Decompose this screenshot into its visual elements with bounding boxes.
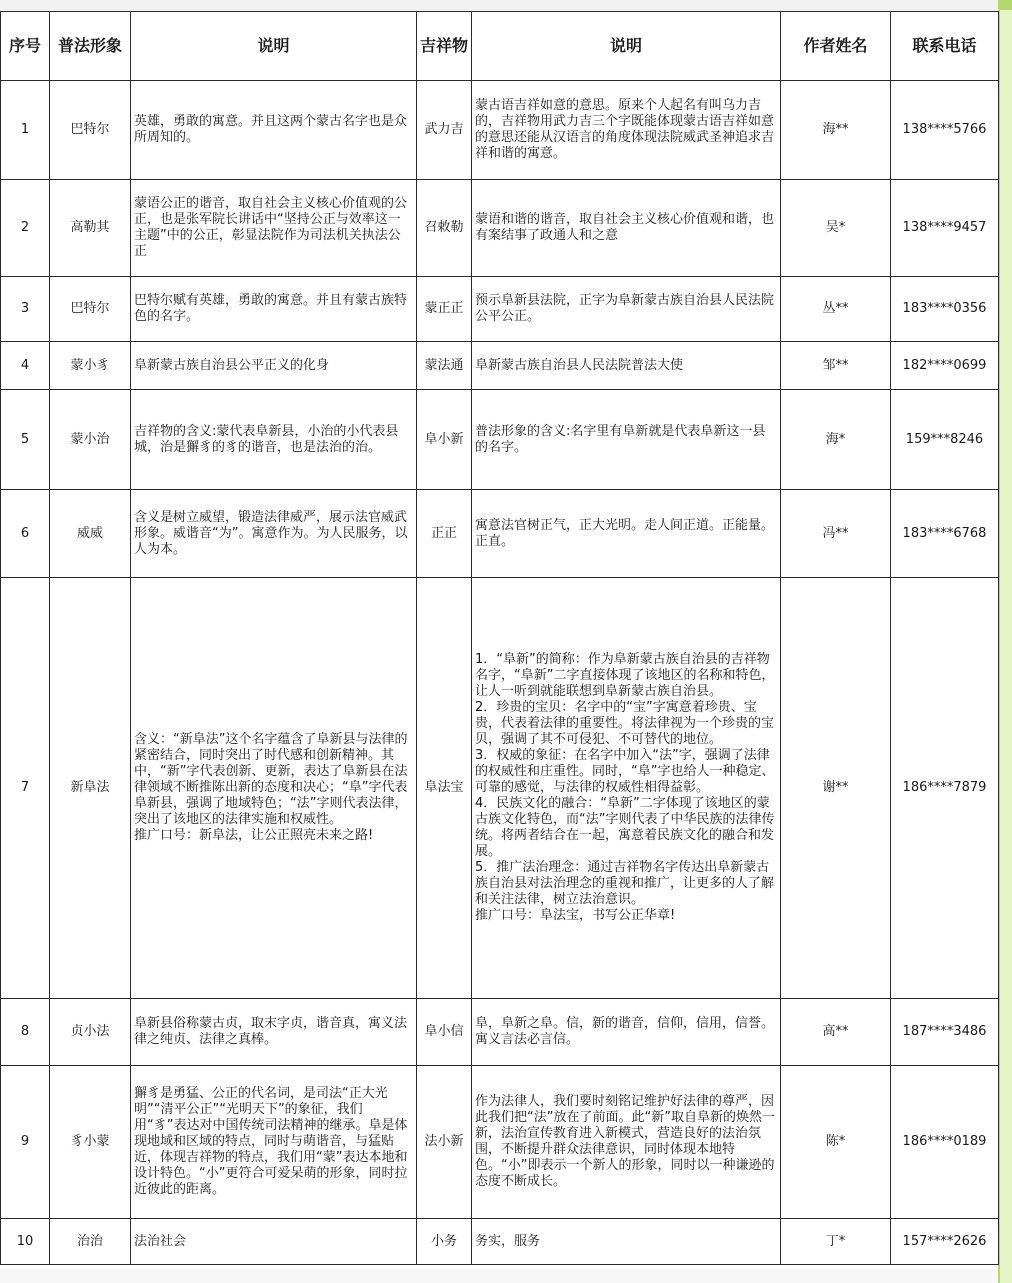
cell-mascot-desc[interactable]: 务实，服务 <box>472 1219 781 1265</box>
header-author[interactable]: 作者姓名 <box>781 12 891 81</box>
cell-image-desc[interactable]: 阜新蒙古族自治县公平正义的化身 <box>131 342 417 390</box>
cell-image-desc[interactable]: 法治社会 <box>131 1219 417 1265</box>
table-row <box>1 578 999 999</box>
cell-mascot-desc[interactable]: 预示阜新县法院，正字为阜新蒙古族自治县人民法院公平公正。 <box>472 277 781 342</box>
cell-mascot-name[interactable]: 正正 <box>417 490 472 578</box>
cell-image-name[interactable]: 威威 <box>50 490 131 578</box>
cell-mascot-name[interactable]: 武力吉 <box>417 81 472 180</box>
table-row <box>1 277 999 342</box>
cell-mascot-name[interactable]: 蒙正正 <box>417 277 472 342</box>
cell-image-desc[interactable]: 獬豸是勇猛、公正的代名词，是司法“正大光明”“清平公正”“光明天下”的象征，我们用“豸”表达对中国传统司法精神的继承。阜是体现地域和区域的特点，同时与萌谐音，与猛贴近，体现吉祥物的特点，我们用“蒙”表达本地和设计特色。“小”更符合可爱呆萌的形象，同时拉近彼此的距离。 <box>131 1066 417 1219</box>
cell-phone[interactable]: 138****9457 <box>891 180 999 277</box>
cell-author[interactable]: 海** <box>781 81 891 180</box>
cell-author[interactable]: 丛** <box>781 277 891 342</box>
cell-mascot-name[interactable]: 阜小信 <box>417 999 472 1066</box>
cell-image-name[interactable]: 高勒其 <box>50 180 131 277</box>
cell-image-name[interactable]: 贞小法 <box>50 999 131 1066</box>
cell-no[interactable]: 10 <box>1 1219 50 1265</box>
cell-no[interactable]: 8 <box>1 999 50 1066</box>
cell-author[interactable]: 谢** <box>781 578 891 999</box>
cell-phone[interactable]: 186****0189 <box>891 1066 999 1219</box>
cell-author[interactable]: 丁* <box>781 1219 891 1265</box>
cell-mascot-desc[interactable]: 蒙语和谐的谐音，取自社会主义核心价值观和谐，也有案结事了政通人和之意 <box>472 180 781 277</box>
cell-mascot-desc[interactable]: 阜，阜新之阜。信，新的谐音，信仰，信用，信誉。寓义言法必言信。 <box>472 999 781 1066</box>
cell-phone[interactable]: 138****5766 <box>891 81 999 180</box>
cell-author[interactable]: 邹** <box>781 342 891 390</box>
table-row <box>1 342 999 390</box>
header-image-desc[interactable]: 说明 <box>131 12 417 81</box>
cell-author[interactable]: 吴* <box>781 180 891 277</box>
cell-mascot-name[interactable]: 召敕勒 <box>417 180 472 277</box>
cell-mascot-desc[interactable]: 阜新蒙古族自治县人民法院普法大使 <box>472 342 781 390</box>
cell-image-desc[interactable]: 含义是树立威望，锻造法律威严，展示法官威武形象。威谐音“为”。寓意作为。为人民服务，以人为本。 <box>131 490 417 578</box>
header-phone[interactable]: 联系电话 <box>891 12 999 81</box>
cell-image-name[interactable]: 蒙小豸 <box>50 342 131 390</box>
header-image[interactable]: 普法形象 <box>50 12 131 81</box>
cell-mascot-desc[interactable]: 寓意法官树正气，正大光明。走人间正道。正能量。正直。 <box>472 490 781 578</box>
cell-image-name[interactable]: 巴特尔 <box>50 277 131 342</box>
mascot-submission-table <box>0 11 999 1265</box>
cell-image-desc[interactable]: 吉祥物的含义:蒙代表阜新县，小治的小代表县城，治是獬豸的豸的谐音，也是法治的治。 <box>131 390 417 490</box>
cell-phone[interactable]: 159***8246 <box>891 390 999 490</box>
cell-no[interactable]: 2 <box>1 180 50 277</box>
cell-mascot-desc[interactable]: 蒙古语吉祥如意的意思。原来个人起名有叫乌力吉的，吉祥物用武力吉三个字既能体现蒙古语吉祥如意的意思还能从汉语言的角度体现法院威武圣神追求吉祥和谐的寓意。 <box>472 81 781 180</box>
table-header-row <box>1 12 999 81</box>
cell-phone[interactable]: 157****2626 <box>891 1219 999 1265</box>
cell-author[interactable]: 冯** <box>781 490 891 578</box>
table-row <box>1 1066 999 1219</box>
cell-mascot-desc[interactable]: 作为法律人，我们要时刻铭记维护好法律的尊严，因此我们把“法”放在了前面。此“新”取自阜新的焕然一新，法治宣传教育进入新模式，营造良好的法治氛围，不断提升群众法律意识，同时体现本地特色。“小”即表示一个新人的形象，同时以一种谦逊的态度不断成长。 <box>472 1066 781 1219</box>
cell-author[interactable]: 高** <box>781 999 891 1066</box>
cell-image-desc[interactable]: 阜新县俗称蒙古贞，取末字贞，谐音真，寓义法律之纯贞、法律之真棒。 <box>131 999 417 1066</box>
cell-mascot-name[interactable]: 蒙法通 <box>417 342 472 390</box>
selected-column-highlight <box>998 0 1012 1283</box>
table-row <box>1 490 999 578</box>
cell-mascot-desc[interactable]: 1．“阜新”的简称：作为阜新蒙古族自治县的吉祥物名字，“阜新”二字直接体现了该地区的名称和特色，让人一听到就能联想到阜新蒙古族自治县。 2．珍贵的宝贝：名字中的“宝”字寓意着珍贵、宝贵，代表着法律的重要性。将法律视为一个珍贵的宝贝，强调了其不可侵犯、不可替代的地位。 3．权威的象征：在名字中加入“法”字，强调了法律的权威性和庄重性。同时，“阜”字也给人一种稳定、可靠的感觉，与法律的权威性相得益彰。 4．民族文化的融合：“阜新”二字体现了该地区的蒙古族文化特色，而“法”字则代表了中华民族的法律传统。将两者结合在一起，寓意着民族文化的融合和发展。 5．推广法治理念：通过吉祥物名字传达出阜新蒙古族自治县对法治理念的重视和推广，让更多的人了解和关注法律，树立法治意识。 推广口号：阜法宝，书写公正华章! <box>472 578 781 999</box>
cell-no[interactable]: 9 <box>1 1066 50 1219</box>
table-row <box>1 999 999 1066</box>
cell-mascot-name[interactable]: 阜小新 <box>417 390 472 490</box>
spreadsheet-bottom-strip <box>0 1269 998 1283</box>
cell-phone[interactable]: 183****0356 <box>891 277 999 342</box>
table-row <box>1 1219 999 1265</box>
cell-no[interactable]: 3 <box>1 277 50 342</box>
cell-image-desc[interactable]: 巴特尔赋有英雄，勇敢的寓意。并且有蒙古族特色的名字。 <box>131 277 417 342</box>
cell-no[interactable]: 1 <box>1 81 50 180</box>
cell-no[interactable]: 4 <box>1 342 50 390</box>
cell-no[interactable]: 6 <box>1 490 50 578</box>
cell-mascot-name[interactable]: 法小新 <box>417 1066 472 1219</box>
cell-phone[interactable]: 186****7879 <box>891 578 999 999</box>
table-row <box>1 180 999 277</box>
header-no[interactable]: 序号 <box>1 12 50 81</box>
cell-phone[interactable]: 182****0699 <box>891 342 999 390</box>
cell-image-desc[interactable]: 蒙语公正的谐音，取自社会主义核心价值观的公正，也是张军院长讲话中“坚持公正与效率这一主题”中的公正，彰显法院作为司法机关执法公正 <box>131 180 417 277</box>
cell-image-name[interactable]: 巴特尔 <box>50 81 131 180</box>
cell-mascot-name[interactable]: 阜法宝 <box>417 578 472 999</box>
cell-no[interactable]: 5 <box>1 390 50 490</box>
cell-image-name[interactable]: 新阜法 <box>50 578 131 999</box>
column-header-marker <box>998 0 1012 10</box>
cell-mascot-desc[interactable]: 普法形象的含义:名字里有阜新就是代表阜新这一县的名字。 <box>472 390 781 490</box>
cell-image-desc[interactable]: 含义：“新阜法”这个名字蕴含了阜新县与法律的紧密结合，同时突出了时代感和创新精神。其中，“新”字代表创新、更新，表达了阜新县在法律领域不断推陈出新的态度和决心；“阜”字代表阜新县，强调了地域特色；“法”字则代表法律，突出了该地区的法律实施和权威性。 推广口号：新阜法，让公正照亮未来之路! <box>131 578 417 999</box>
cell-phone[interactable]: 187****3486 <box>891 999 999 1066</box>
cell-author[interactable]: 海* <box>781 390 891 490</box>
cell-phone[interactable]: 183****6768 <box>891 490 999 578</box>
header-mascot-desc[interactable]: 说明 <box>472 12 781 81</box>
table-row <box>1 81 999 180</box>
cell-image-name[interactable]: 豸小蒙 <box>50 1066 131 1219</box>
cell-image-desc[interactable]: 英雄，勇敢的寓意。并且这两个蒙古名字也是众所周知的。 <box>131 81 417 180</box>
cell-no[interactable]: 7 <box>1 578 50 999</box>
cell-image-name[interactable]: 蒙小治 <box>50 390 131 490</box>
cell-image-name[interactable]: 治治 <box>50 1219 131 1265</box>
header-mascot[interactable]: 吉祥物 <box>417 12 472 81</box>
table-row <box>1 390 999 490</box>
cell-author[interactable]: 陈* <box>781 1066 891 1219</box>
cell-mascot-name[interactable]: 小务 <box>417 1219 472 1265</box>
